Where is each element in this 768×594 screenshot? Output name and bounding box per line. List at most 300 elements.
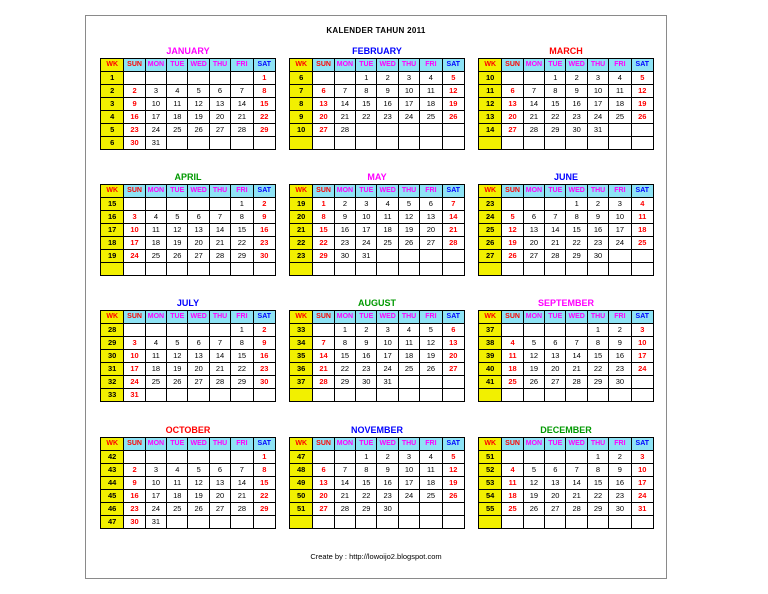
day-cell-sat (631, 250, 653, 263)
week-number: 53 (479, 477, 502, 490)
day-cell-fri (420, 376, 442, 389)
day-cell-thu: 28 (209, 376, 230, 389)
week-row (479, 263, 654, 276)
week-number: 29 (101, 337, 124, 350)
day-cell-tue: 1 (545, 72, 566, 85)
day-cell-sun: 24 (124, 376, 145, 389)
weekday-header-wed: WED (188, 59, 209, 72)
week-row (101, 224, 276, 237)
week-row (101, 389, 276, 402)
day-cell-thu: 9 (587, 211, 608, 224)
calendar-page (85, 15, 667, 579)
day-cell-sun: 19 (502, 237, 523, 250)
day-cell-tue: 19 (167, 237, 188, 250)
day-cell-sat: 30 (253, 250, 275, 263)
weekday-header-row (479, 185, 654, 198)
day-cell-sun: 15 (313, 224, 334, 237)
week-row (290, 376, 465, 389)
week-number: 19 (290, 198, 313, 211)
weekday-header-row (479, 59, 654, 72)
week-row (479, 324, 654, 337)
day-cell-thu: 30 (587, 250, 608, 263)
day-cell-sun: 18 (502, 490, 523, 503)
week-row (290, 363, 465, 376)
day-cell-thu: 13 (209, 98, 230, 111)
week-number-header: WK (479, 185, 502, 198)
day-cell-wed: 21 (566, 490, 587, 503)
day-cell-thu: 20 (209, 490, 230, 503)
day-cell-sun: 28 (313, 376, 334, 389)
week-number-header: WK (101, 59, 124, 72)
week-row (101, 211, 276, 224)
week-number: 6 (290, 72, 313, 85)
weekday-header-fri: FRI (609, 59, 631, 72)
day-cell-tue: 26 (167, 250, 188, 263)
month-table (100, 437, 276, 529)
weekday-header-mon: MON (523, 59, 544, 72)
day-cell-thu: 7 (209, 211, 230, 224)
day-cell-fri: 2 (609, 324, 631, 337)
week-number: 43 (101, 464, 124, 477)
day-cell-tue (356, 124, 377, 137)
day-cell-wed: 29 (566, 250, 587, 263)
week-number: 46 (101, 503, 124, 516)
week-number: 33 (101, 389, 124, 402)
day-cell-thu (209, 324, 230, 337)
day-cell-fri: 23 (609, 490, 631, 503)
week-number: 39 (479, 350, 502, 363)
day-cell-fri: 22 (231, 237, 253, 250)
week-row (290, 85, 465, 98)
day-cell-mon: 31 (145, 137, 166, 150)
day-cell-sun (502, 324, 523, 337)
day-cell-thu: 22 (587, 490, 608, 503)
month-table (100, 58, 276, 150)
day-cell-wed (188, 263, 209, 276)
day-cell-sun: 16 (124, 111, 145, 124)
week-number: 23 (479, 198, 502, 211)
day-cell-thu: 17 (398, 477, 419, 490)
month-name: NOVEMBER (350, 425, 403, 435)
day-cell-mon: 26 (523, 503, 544, 516)
week-row (290, 250, 465, 263)
day-cell-mon: 20 (523, 237, 544, 250)
month-table (100, 310, 276, 402)
day-cell-mon: 24 (145, 503, 166, 516)
day-cell-tue: 20 (545, 490, 566, 503)
weekday-header-sun: SUN (124, 185, 145, 198)
day-cell-sat: 31 (631, 503, 653, 516)
day-cell-sat: 25 (631, 237, 653, 250)
month-name: MARCH (549, 46, 583, 56)
weekday-header-fri: FRI (420, 185, 442, 198)
weekday-header-wed: WED (377, 59, 398, 72)
day-cell-sat (631, 137, 653, 150)
week-row (290, 198, 465, 211)
week-row (101, 250, 276, 263)
week-number: 20 (290, 211, 313, 224)
day-cell-fri: 18 (420, 477, 442, 490)
weekday-header-sun: SUN (502, 311, 523, 324)
day-cell-fri (420, 124, 442, 137)
weekday-header-row (101, 185, 276, 198)
weekday-header-mon: MON (523, 185, 544, 198)
week-row (479, 198, 654, 211)
day-cell-thu (398, 389, 419, 402)
weekday-header-sun: SUN (502, 59, 523, 72)
day-cell-fri: 14 (231, 477, 253, 490)
day-cell-fri (609, 124, 631, 137)
day-cell-wed: 6 (188, 211, 209, 224)
day-cell-sat: 12 (442, 464, 464, 477)
day-cell-tue: 27 (545, 503, 566, 516)
week-number: 16 (101, 211, 124, 224)
day-cell-mon: 11 (145, 350, 166, 363)
day-cell-tue: 1 (356, 451, 377, 464)
week-number: 33 (290, 324, 313, 337)
week-row (290, 224, 465, 237)
day-cell-fri: 11 (609, 85, 631, 98)
day-cell-sat: 28 (442, 237, 464, 250)
day-cell-mon: 19 (523, 363, 544, 376)
day-cell-sat (442, 376, 464, 389)
day-cell-fri: 15 (231, 350, 253, 363)
day-cell-sun (313, 451, 334, 464)
day-cell-sun: 18 (502, 363, 523, 376)
week-number: 17 (101, 224, 124, 237)
weekday-header-sat: SAT (253, 185, 275, 198)
page-title: KALENDER TAHUN 2011 (326, 26, 426, 35)
day-cell-sun: 27 (313, 503, 334, 516)
day-cell-wed (566, 451, 587, 464)
month-june (478, 171, 654, 276)
month-table (478, 184, 654, 276)
day-cell-fri: 17 (609, 224, 631, 237)
day-cell-wed: 15 (566, 224, 587, 237)
day-cell-sun (502, 516, 523, 529)
day-cell-mon: 15 (334, 350, 355, 363)
day-cell-mon: 23 (334, 237, 355, 250)
weekday-header-tue: TUE (167, 311, 188, 324)
day-cell-thu (398, 516, 419, 529)
day-cell-mon: 17 (145, 490, 166, 503)
week-number-header: WK (479, 438, 502, 451)
day-cell-sat: 21 (442, 224, 464, 237)
day-cell-sat: 19 (631, 98, 653, 111)
weekday-header-fri: FRI (609, 438, 631, 451)
day-cell-tue: 8 (356, 464, 377, 477)
day-cell-thu: 15 (587, 477, 608, 490)
month-table (289, 184, 465, 276)
week-number: 52 (479, 464, 502, 477)
week-row (479, 211, 654, 224)
day-cell-sun (313, 324, 334, 337)
week-number: 7 (290, 85, 313, 98)
week-row (101, 376, 276, 389)
week-number: 12 (479, 98, 502, 111)
weekday-header-thu: THU (209, 59, 230, 72)
day-cell-fri: 21 (231, 490, 253, 503)
week-number (290, 137, 313, 150)
month-november (289, 424, 465, 529)
week-row (290, 98, 465, 111)
day-cell-wed: 5 (188, 464, 209, 477)
day-cell-fri: 6 (420, 198, 442, 211)
day-cell-wed: 7 (566, 464, 587, 477)
weekday-header-mon: MON (145, 185, 166, 198)
day-cell-thu: 26 (398, 237, 419, 250)
month-table (100, 184, 276, 276)
day-cell-sun: 4 (502, 464, 523, 477)
day-cell-sat: 12 (442, 85, 464, 98)
day-cell-tue: 29 (545, 124, 566, 137)
weekday-header-thu: THU (587, 185, 608, 198)
day-cell-sat: 2 (253, 324, 275, 337)
weekday-header-wed: WED (566, 185, 587, 198)
day-cell-sat: 20 (442, 350, 464, 363)
week-number: 8 (290, 98, 313, 111)
day-cell-fri (420, 516, 442, 529)
weekday-header-fri: FRI (420, 438, 442, 451)
weekday-header-thu: THU (398, 311, 419, 324)
day-cell-thu: 6 (209, 85, 230, 98)
day-cell-thu (398, 137, 419, 150)
day-cell-sun: 9 (124, 477, 145, 490)
day-cell-sat: 24 (631, 490, 653, 503)
day-cell-sat: 5 (631, 72, 653, 85)
month-name: SEPTEMBER (537, 298, 594, 308)
weekday-header-mon: MON (334, 438, 355, 451)
week-number: 36 (290, 363, 313, 376)
week-number: 40 (479, 363, 502, 376)
day-cell-sat: 1 (253, 451, 275, 464)
day-cell-tue: 18 (167, 490, 188, 503)
day-cell-fri: 18 (609, 98, 631, 111)
week-row (479, 111, 654, 124)
weekday-header-tue: TUE (545, 311, 566, 324)
day-cell-mon: 26 (523, 376, 544, 389)
day-cell-sat: 9 (253, 211, 275, 224)
day-cell-mon: 7 (334, 464, 355, 477)
day-cell-fri (420, 389, 442, 402)
day-cell-wed: 9 (377, 85, 398, 98)
day-cell-mon (145, 451, 166, 464)
day-cell-mon: 12 (523, 350, 544, 363)
day-cell-wed (188, 451, 209, 464)
day-cell-sat: 14 (442, 211, 464, 224)
day-cell-sun: 13 (502, 98, 523, 111)
day-cell-wed: 28 (566, 503, 587, 516)
day-cell-sun: 7 (313, 337, 334, 350)
week-number: 6 (101, 137, 124, 150)
day-cell-wed: 30 (377, 503, 398, 516)
day-cell-sun: 6 (502, 85, 523, 98)
day-cell-wed: 21 (566, 363, 587, 376)
day-cell-mon: 29 (334, 376, 355, 389)
week-number: 9 (290, 111, 313, 124)
day-cell-fri (609, 250, 631, 263)
day-cell-wed: 9 (566, 85, 587, 98)
day-cell-wed: 7 (566, 337, 587, 350)
day-cell-sat: 3 (631, 324, 653, 337)
week-row (101, 72, 276, 85)
day-cell-wed: 16 (377, 477, 398, 490)
day-cell-sat: 27 (442, 363, 464, 376)
day-cell-fri: 16 (609, 350, 631, 363)
day-cell-sun: 23 (124, 124, 145, 137)
day-cell-wed: 24 (377, 363, 398, 376)
weekday-header-sat: SAT (631, 59, 653, 72)
day-cell-sat (442, 503, 464, 516)
day-cell-thu: 27 (209, 124, 230, 137)
week-row (479, 337, 654, 350)
day-cell-thu: 22 (587, 363, 608, 376)
day-cell-sun: 20 (502, 111, 523, 124)
day-cell-thu: 10 (398, 464, 419, 477)
day-cell-mon (145, 389, 166, 402)
day-cell-mon: 31 (145, 516, 166, 529)
day-cell-wed: 12 (188, 477, 209, 490)
day-cell-mon: 25 (145, 250, 166, 263)
day-cell-tue (545, 263, 566, 276)
weekday-header-tue: TUE (545, 185, 566, 198)
day-cell-sun (124, 263, 145, 276)
day-cell-tue: 11 (167, 477, 188, 490)
week-row (479, 137, 654, 150)
day-cell-sat: 6 (442, 324, 464, 337)
day-cell-thu (398, 263, 419, 276)
day-cell-sun (124, 451, 145, 464)
day-cell-thu: 1 (587, 324, 608, 337)
day-cell-wed: 27 (188, 376, 209, 389)
day-cell-wed: 23 (377, 111, 398, 124)
week-row (479, 503, 654, 516)
day-cell-wed (188, 137, 209, 150)
weekday-header-wed: WED (377, 438, 398, 451)
day-cell-sat: 5 (442, 451, 464, 464)
day-cell-wed: 2 (566, 72, 587, 85)
day-cell-wed: 28 (566, 376, 587, 389)
weekday-header-row (290, 185, 465, 198)
day-cell-tue (167, 72, 188, 85)
day-cell-tue (356, 263, 377, 276)
weekday-header-sat: SAT (631, 311, 653, 324)
day-cell-thu: 12 (398, 211, 419, 224)
day-cell-fri: 3 (609, 198, 631, 211)
day-cell-fri: 1 (231, 324, 253, 337)
day-cell-thu: 28 (209, 250, 230, 263)
day-cell-fri: 21 (231, 111, 253, 124)
week-row (290, 337, 465, 350)
week-row (290, 111, 465, 124)
day-cell-mon: 14 (334, 98, 355, 111)
day-cell-sun: 13 (313, 477, 334, 490)
day-cell-fri (609, 263, 631, 276)
weekday-header-thu: THU (209, 438, 230, 451)
day-cell-fri: 14 (231, 98, 253, 111)
day-cell-wed (188, 389, 209, 402)
day-cell-sun: 2 (124, 85, 145, 98)
day-cell-thu: 2 (587, 198, 608, 211)
day-cell-tue: 8 (545, 85, 566, 98)
week-number: 51 (290, 503, 313, 516)
day-cell-fri: 19 (420, 350, 442, 363)
day-cell-wed: 11 (377, 211, 398, 224)
day-cell-sat: 7 (442, 198, 464, 211)
week-number: 11 (479, 85, 502, 98)
day-cell-tue: 14 (545, 224, 566, 237)
week-number: 13 (479, 111, 502, 124)
day-cell-wed (377, 124, 398, 137)
month-july (100, 297, 276, 402)
weekday-header-wed: WED (188, 311, 209, 324)
month-table (289, 58, 465, 150)
day-cell-fri: 12 (420, 337, 442, 350)
day-cell-mon (334, 263, 355, 276)
week-row (479, 350, 654, 363)
day-cell-sat (442, 124, 464, 137)
day-cell-fri: 4 (609, 72, 631, 85)
day-cell-sat: 23 (253, 363, 275, 376)
day-cell-sat: 8 (253, 85, 275, 98)
day-cell-thu: 20 (209, 111, 230, 124)
weekday-header-fri: FRI (420, 311, 442, 324)
day-cell-sun (502, 389, 523, 402)
day-cell-thu: 11 (398, 337, 419, 350)
day-cell-fri: 5 (420, 324, 442, 337)
weekday-header-sat: SAT (631, 438, 653, 451)
day-cell-sat: 30 (253, 376, 275, 389)
weekday-header-wed: WED (566, 59, 587, 72)
day-cell-tue: 5 (167, 211, 188, 224)
week-row (101, 98, 276, 111)
day-cell-sun: 3 (124, 337, 145, 350)
weekday-header-mon: MON (145, 59, 166, 72)
day-cell-fri: 9 (609, 464, 631, 477)
footer-credit: Create by : http://lowoijo2.blogspot.com (310, 552, 442, 561)
weekday-header-mon: MON (334, 311, 355, 324)
week-number: 27 (479, 250, 502, 263)
weekday-header-sat: SAT (442, 438, 464, 451)
weekday-header-sun: SUN (124, 311, 145, 324)
week-row (101, 477, 276, 490)
weekday-header-sun: SUN (313, 311, 334, 324)
day-cell-sun: 5 (502, 211, 523, 224)
week-number: 38 (479, 337, 502, 350)
week-row (290, 516, 465, 529)
day-cell-tue: 5 (167, 337, 188, 350)
day-cell-mon: 4 (145, 337, 166, 350)
day-cell-wed: 20 (188, 363, 209, 376)
week-row (479, 363, 654, 376)
day-cell-sat: 9 (253, 337, 275, 350)
day-cell-mon: 8 (334, 337, 355, 350)
day-cell-sun (124, 72, 145, 85)
day-cell-tue (167, 451, 188, 464)
day-cell-mon (523, 263, 544, 276)
month-december (478, 424, 654, 529)
week-number-header: WK (101, 438, 124, 451)
day-cell-wed (566, 516, 587, 529)
day-cell-thu: 7 (209, 337, 230, 350)
month-table (478, 58, 654, 150)
month-table (289, 437, 465, 529)
weekday-header-row (479, 438, 654, 451)
week-number: 19 (101, 250, 124, 263)
day-cell-tue (356, 516, 377, 529)
month-october (100, 424, 276, 529)
day-cell-thu: 1 (587, 451, 608, 464)
